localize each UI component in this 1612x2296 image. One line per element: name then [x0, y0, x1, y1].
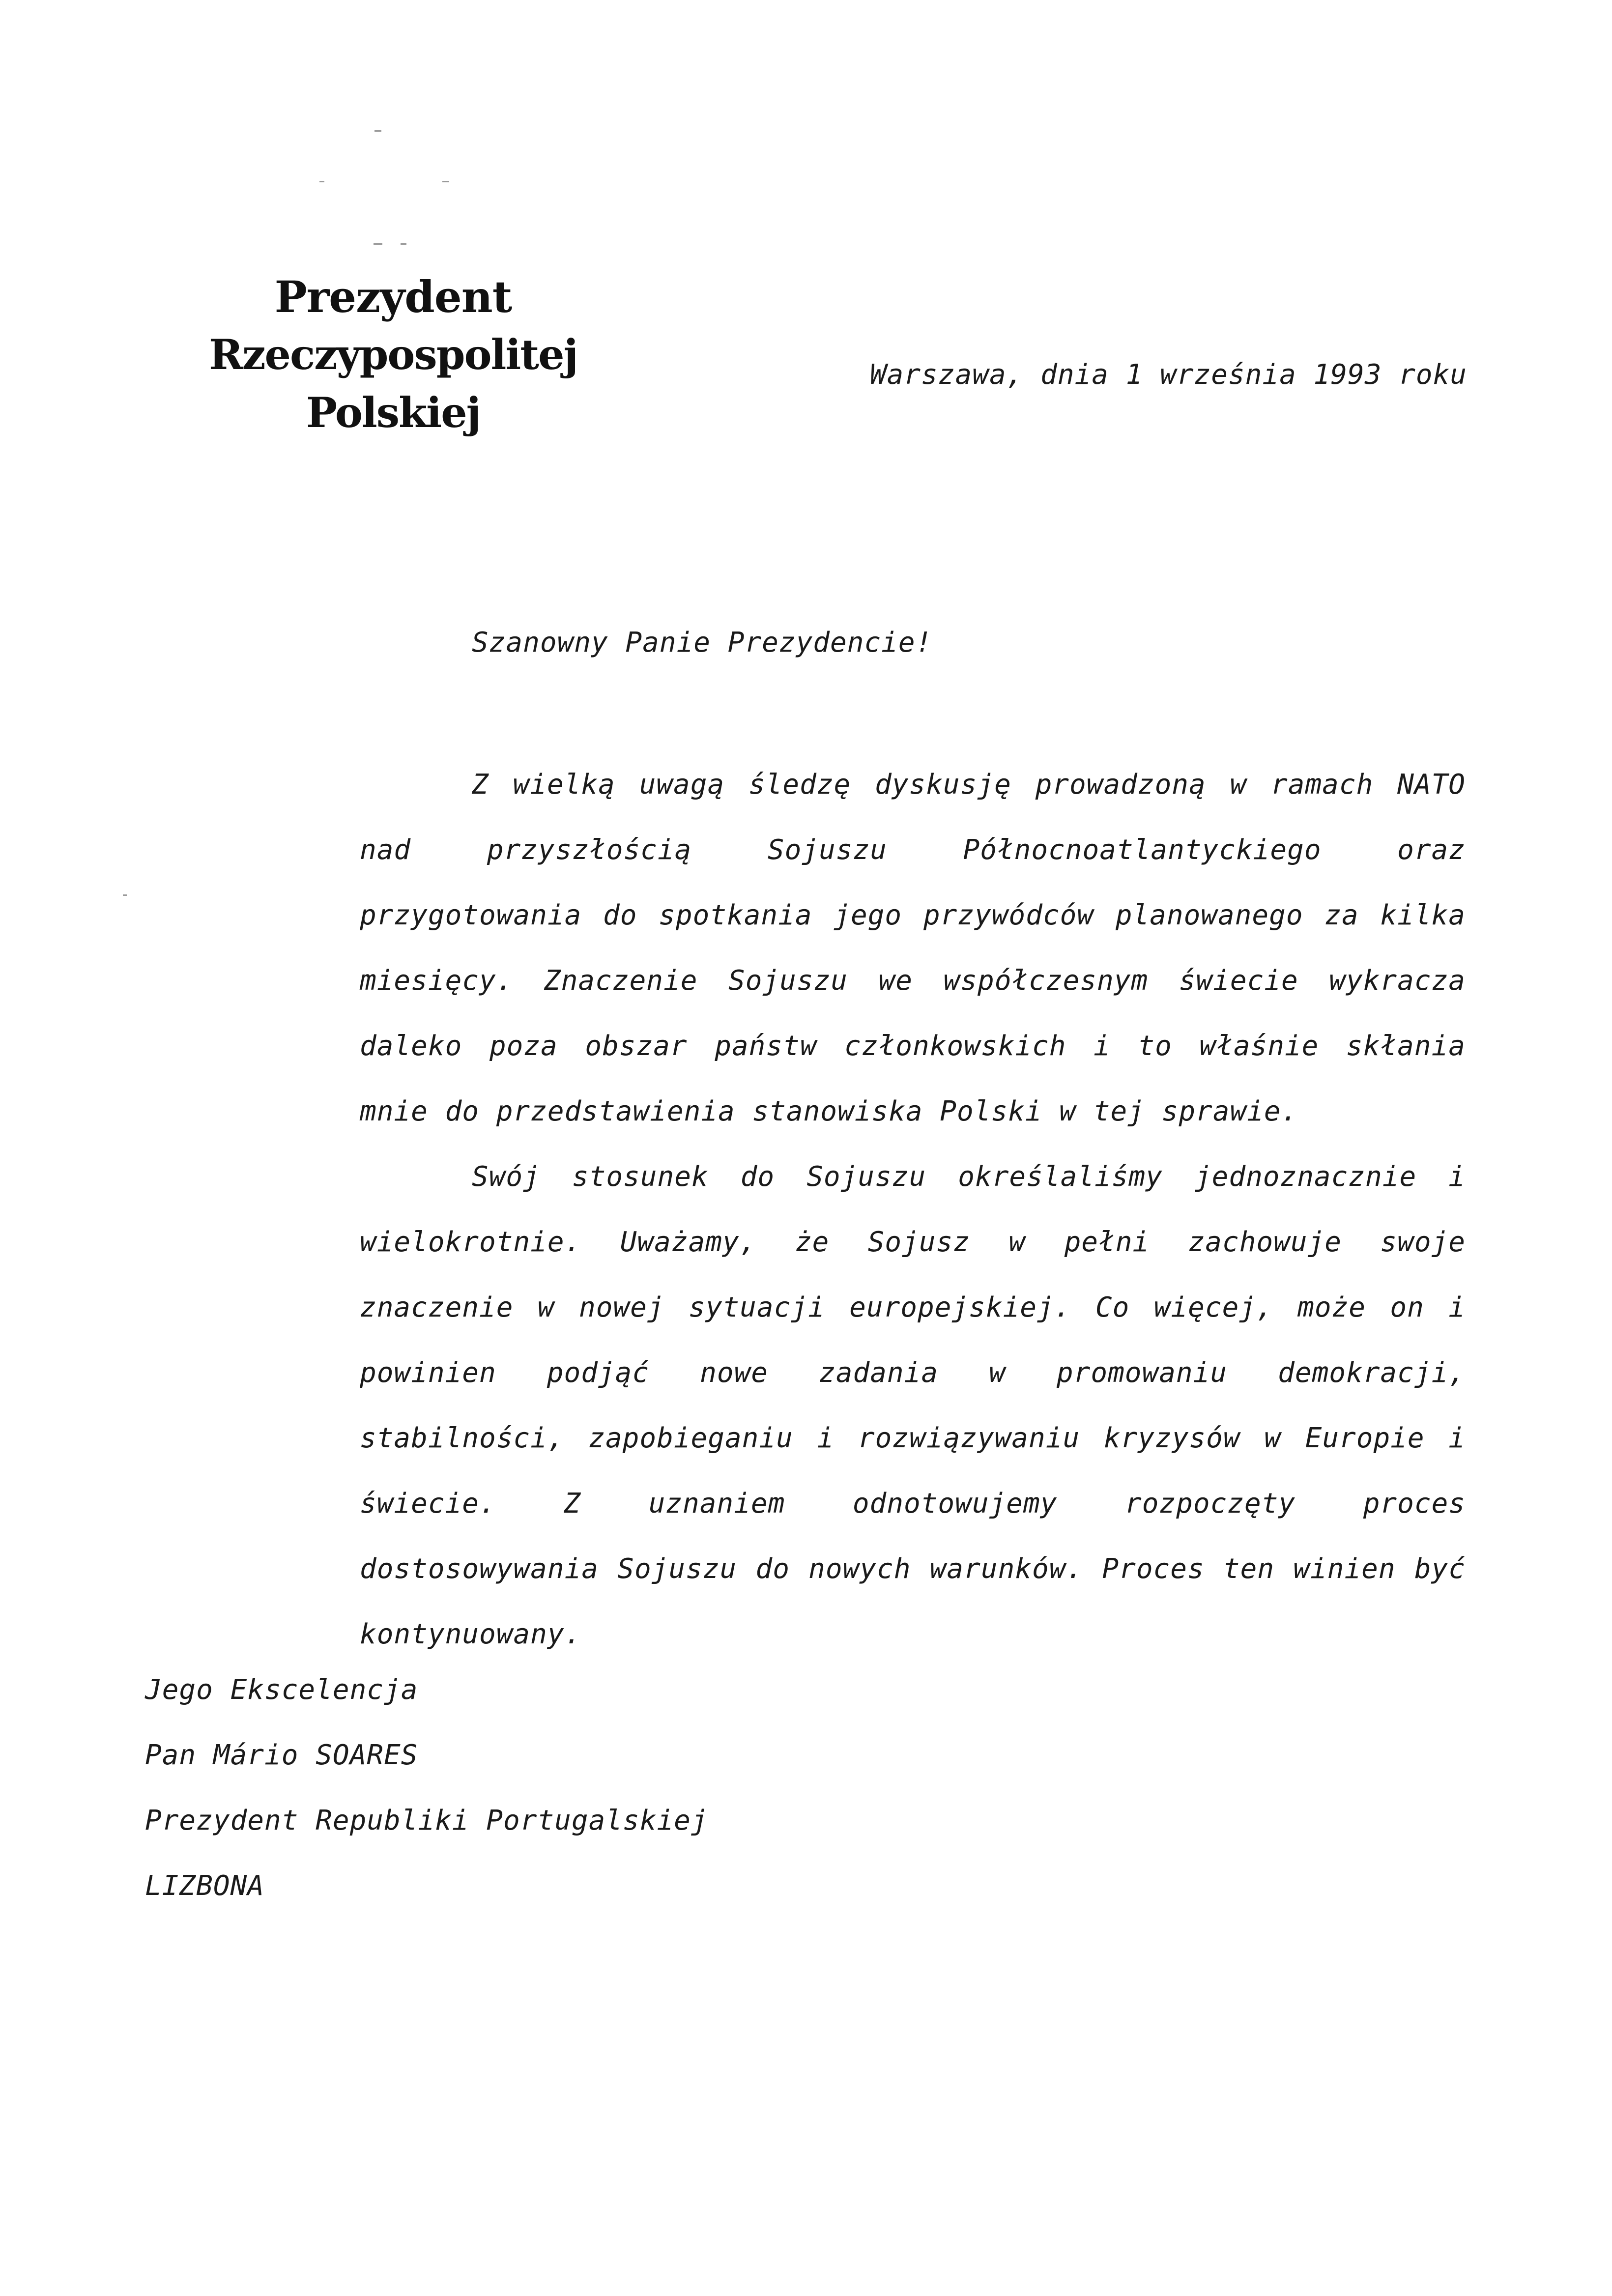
recipient-address	[145, 1657, 708, 1919]
body-paragraph-2: Swój stosunek do Sojuszu określaliśmy jednoznacznie i wielokrotnie. Uważamy, że Sojusz w pełni zachowuje swoje znaczenie w nowej sytuacji europejskiej. Co więcej, może on i powinien podjąć nowe zadania w promowaniu demokracji, stabilności, zapobieganiu i rozwiązywaniu kryzysów w Europie i świecie. Z uznaniem odnotowujemy rozpoczęty proces dostosowywania Sojuszu do nowych warunków. Proces ten winien być kontynuowany.	[360, 1161, 1466, 1650]
address-line-name: Pan Mário SOARES	[145, 1739, 418, 1771]
letterhead-subtitle: Rzeczypospolitej Polskiej	[209, 330, 577, 437]
date-line: Warszawa, dnia 1 września 1993 roku	[869, 359, 1467, 391]
body-paragraph-1: Z wielką uwagą śledzę dyskusję prowadzoną w ramach NATO nad przyszłością Sojuszu Północnoatlantyckiego oraz przygotowania do spotkania jego przywódców planowanego za kilka miesięcy. Znaczenie Sojuszu we współczesnym świecie wykracza daleko poza obszar państw członkowskich i to właśnie skłania mnie do przedstawienia stanowiska Polski w tej sprawie.	[360, 769, 1466, 1127]
letterhead-title: Prezydent	[274, 271, 512, 322]
address-line-city: LIZBONA	[145, 1870, 265, 1902]
salutation: Szanowny Panie Prezydencie!	[472, 627, 933, 659]
letter-body	[360, 752, 1466, 1667]
letterhead	[167, 268, 619, 442]
address-line-office: Prezydent Republiki Portugalskiej	[145, 1805, 708, 1837]
address-line-title: Jego Ekscelencja	[145, 1674, 418, 1706]
